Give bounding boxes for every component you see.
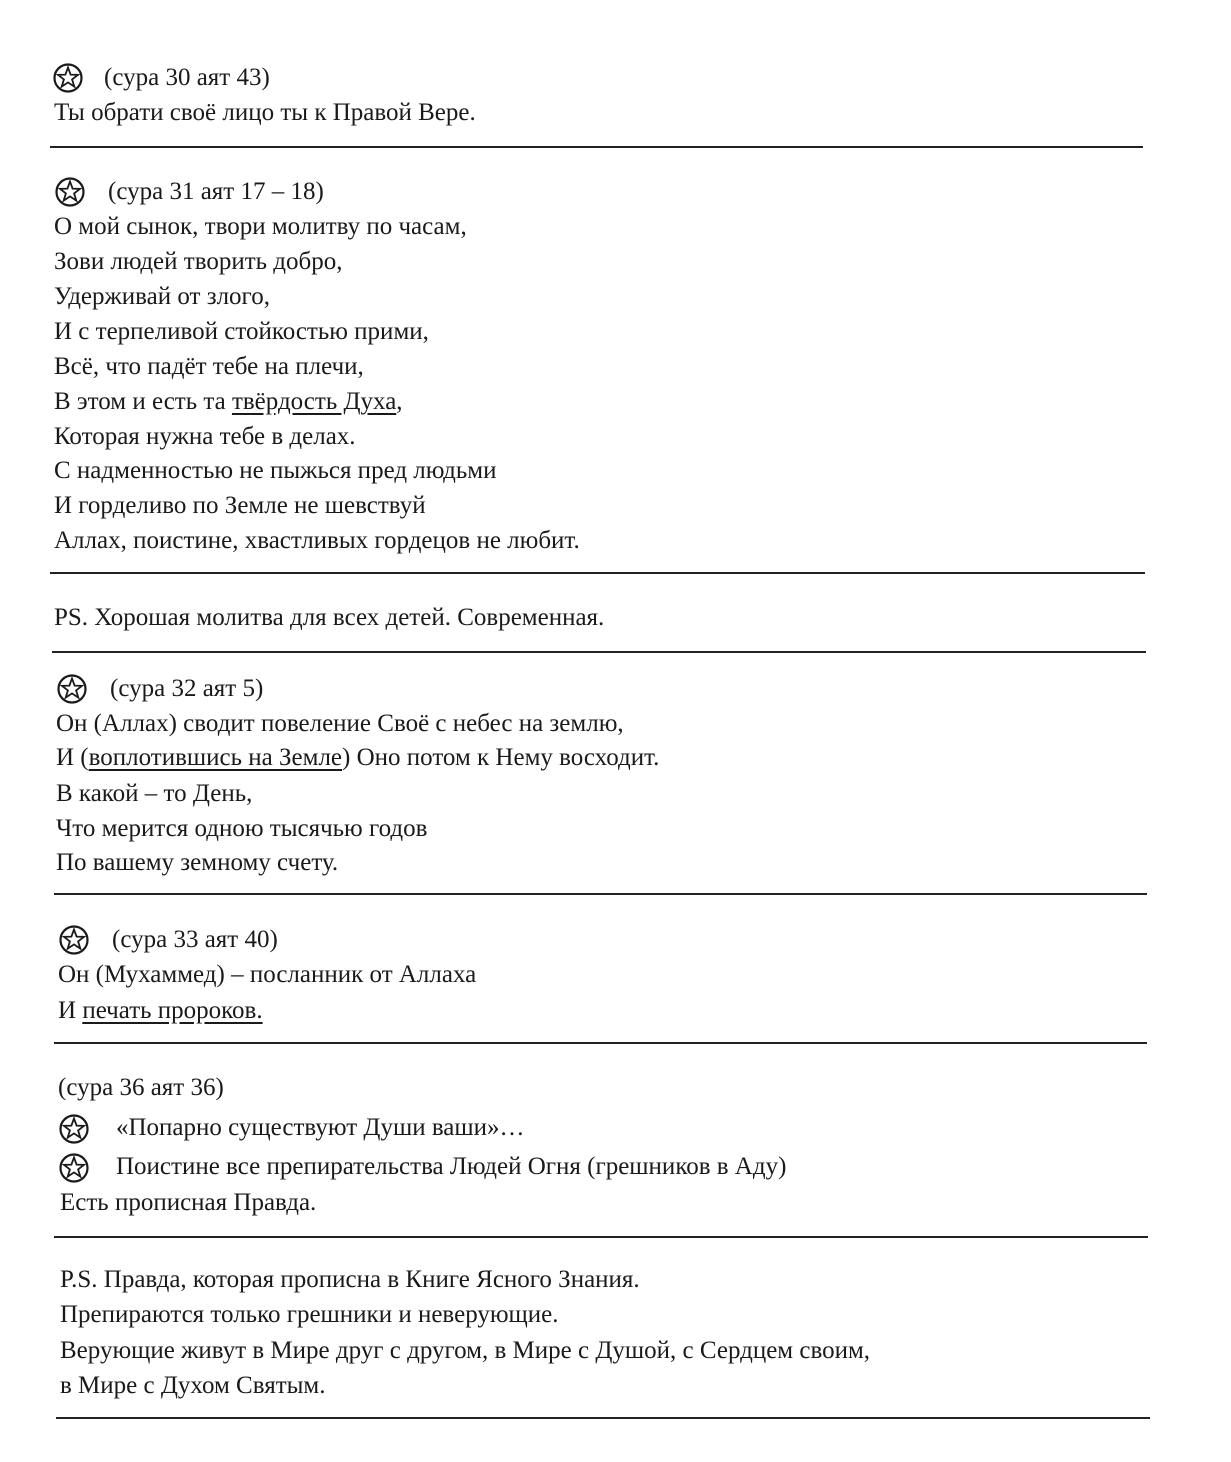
sura-ref: (сура 31 аят 17 – 18) [108,178,324,205]
verse-line: Всё, что падёт тебе на плечи, [54,353,364,380]
verse-line: «Попарно существуют Души ваши»… [116,1114,525,1141]
verse-line: Он (Аллах) сводит повеление Своё с небес на землю, [56,710,624,737]
ps-note: Верующие живут в Мире друг с другом, в Мире с Душой, с Сердцем своим, [60,1337,871,1364]
verse-line [54,387,403,417]
star-in-circle-icon [56,673,88,705]
underlined-phrase: твёрдость Духа [231,388,397,415]
ps-note: в Мире с Духом Святым. [60,1372,326,1399]
verse-line: Есть прописная Правда. [60,1189,317,1216]
ps-note: Препираются только грешники и неверующие. [60,1301,559,1328]
divider [52,651,1146,653]
verse-line: Поистине все препирательства Людей Огня (грешников в Аду) [116,1153,787,1180]
divider [50,572,1145,574]
verse-text: И [58,997,83,1024]
divider [50,146,1143,148]
sura-ref: (сура 36 аят 36) [58,1074,224,1101]
verse-line: Ты обрати своё лицо ты к Правой Вере. [54,99,476,126]
verse-line: В какой – то День, [56,780,253,807]
verse-line: Аллах, поистине, хвастливых гордецов не любит. [54,527,580,554]
star-in-circle-icon [52,62,84,94]
verse-line [58,996,263,1026]
verse-text: В этом и есть та [54,388,232,415]
verse-line: Он (Мухаммед) – посланник от Аллаха [58,961,477,988]
divider [54,1042,1147,1044]
sura-ref: (сура 30 аят 43) [104,64,270,91]
sura-ref: (сура 33 аят 40) [112,926,278,953]
verse-text: И ( [56,744,89,771]
divider [56,1417,1150,1419]
verse-line: Зови людей творить добро, [54,248,343,275]
verse-line: По вашему земному счету. [56,849,339,876]
verse-line [56,743,659,773]
verse-line: Удерживай от злого, [54,283,270,310]
underlined-phrase: воплотившись на Земле [88,744,343,771]
star-in-circle-icon [54,176,86,208]
star-in-circle-icon [58,924,90,956]
ps-note: P.S. Правда, которая прописна в Книге Ясного Знания. [60,1266,640,1293]
verse-line: И горделиво по Земле не шевствуй [54,492,426,519]
star-in-circle-icon [58,1113,90,1145]
divider [54,893,1147,895]
verse-text: ) Оно потом к Нему восходит. [342,744,660,771]
verse-line: Которая нужна тебе в делах. [54,423,356,450]
ps-note: PS. Хорошая молитва для всех детей. Современная. [54,604,605,631]
star-in-circle-icon [58,1152,90,1184]
divider [54,1236,1148,1238]
underlined-phrase: печать пророков. [82,997,263,1024]
verse-line: И с терпеливой стойкостью прими, [54,318,429,345]
verse-line: Что мерится одною тысячью годов [56,815,428,842]
verse-line: О мой сынок, твори молитву по часам, [54,213,467,240]
verse-line: С надменностью не пыжься пред людьми [54,457,497,484]
verse-text: , [396,388,403,415]
sura-ref: (сура 32 аят 5) [110,675,264,702]
